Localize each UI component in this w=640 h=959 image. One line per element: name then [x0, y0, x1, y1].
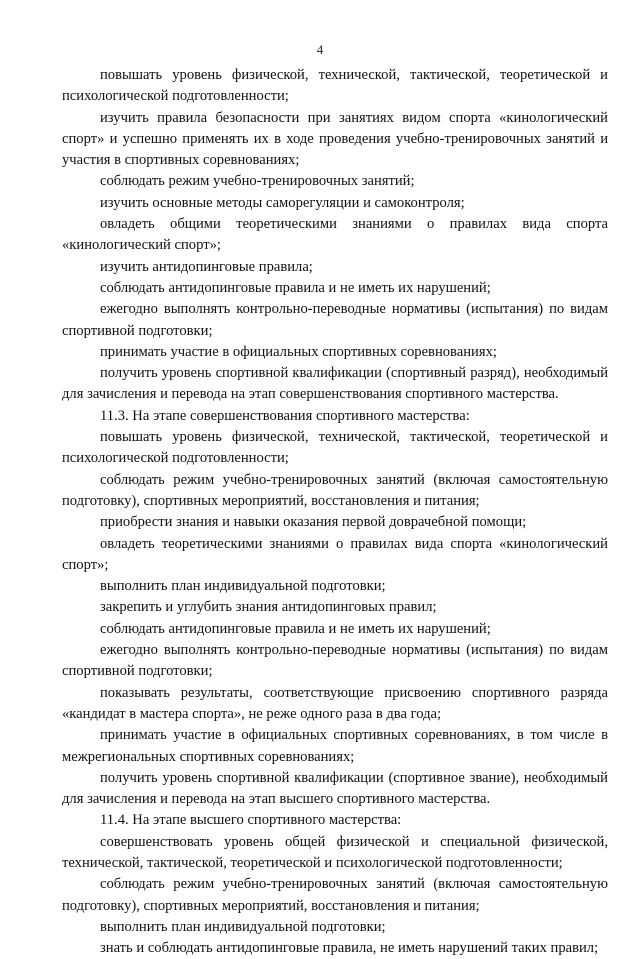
paragraph: совершенствовать уровень общей физической и специальной физической, технической, тактической, теоретической и психологической подготовленности; [62, 833, 608, 871]
paragraph: выполнить план индивидуальной подготовки; [100, 918, 386, 935]
paragraph: овладеть теоретическими знаниями о правилах вида спорта «кинологический спорт»; [62, 535, 608, 573]
paragraph: ежегодно выполнять контрольно-переводные нормативы (испытания) по видам спортивной подготовки; [62, 301, 608, 339]
paragraph: получить уровень спортивной квалификации (спортивное звание), необходимый для зачисления и перевода на этап высшего спортивного мастерства. [62, 769, 608, 808]
paragraph: изучить антидопинговые правила; [100, 258, 313, 275]
paragraph: закрепить и углубить знания антидопинговых правил; [100, 599, 437, 616]
paragraph: соблюдать режим учебно-тренировочных занятий (включая самостоятельную подготовку), спортивных мероприятий, восстановления и питания; [62, 471, 608, 509]
paragraph: приобрести знания и навыки оказания первой доврачебной помощи; [100, 514, 527, 531]
paragraph: повышать уровень физической, технической, тактической, теоретической и психологической подготовленности; [62, 429, 608, 467]
page-number: 4 [316, 42, 324, 57]
paragraph: выполнить план индивидуальной подготовки; [100, 578, 386, 595]
section-heading: 11.4. На этапе высшего спортивного мастерства: [100, 812, 402, 829]
paragraph: принимать участие в официальных спортивных соревнованиях; [100, 343, 497, 360]
paragraph: соблюдать режим учебно-тренировочных занятий (включая самостоятельную подготовку), спортивных мероприятий, восстановления и питания; [62, 876, 608, 914]
paragraph: овладеть общими теоретическими знаниями о правилах вида спорта «кинологический спорт»; [62, 216, 608, 254]
paragraph: повышать уровень физической, технической, тактической, теоретической и психологической подготовленности; [62, 67, 608, 105]
paragraph: знать и соблюдать антидопинговые правила, не иметь нарушений таких правил; [100, 940, 599, 957]
paragraph: изучить основные методы саморегуляции и самоконтроля; [100, 194, 465, 211]
paragraph: получить уровень спортивной квалификации (спортивный разряд), необходимый для зачисления и перевода на этап совершенствования спортивного мастерства. [62, 365, 608, 403]
paragraph: принимать участие в официальных спортивных соревнованиях, в том числе в межрегиональных спортивных соревнованиях; [62, 727, 608, 765]
document-body [62, 65, 608, 959]
paragraph: соблюдать антидопинговые правила и не иметь их нарушений; [100, 620, 491, 637]
paragraph: соблюдать антидопинговые правила и не иметь их нарушений; [100, 279, 491, 296]
paragraph: изучить правила безопасности при занятиях видом спорта «кинологический спорт» и успешно применять их в ходе проведения учебно-тренировочных занятий и участия в спортивных соревнованиях; [62, 109, 608, 169]
paragraph: показывать результаты, соответствующие присвоению спортивного разряда «кандидат в мастера спорта», не реже одного раза в два года; [62, 684, 608, 722]
paragraph: соблюдать режим учебно-тренировочных занятий; [100, 173, 415, 190]
section-heading: 11.3. На этапе совершенствования спортивного мастерства: [100, 407, 470, 424]
paragraph: ежегодно выполнять контрольно-переводные нормативы (испытания) по видам спортивной подготовки; [62, 642, 608, 680]
